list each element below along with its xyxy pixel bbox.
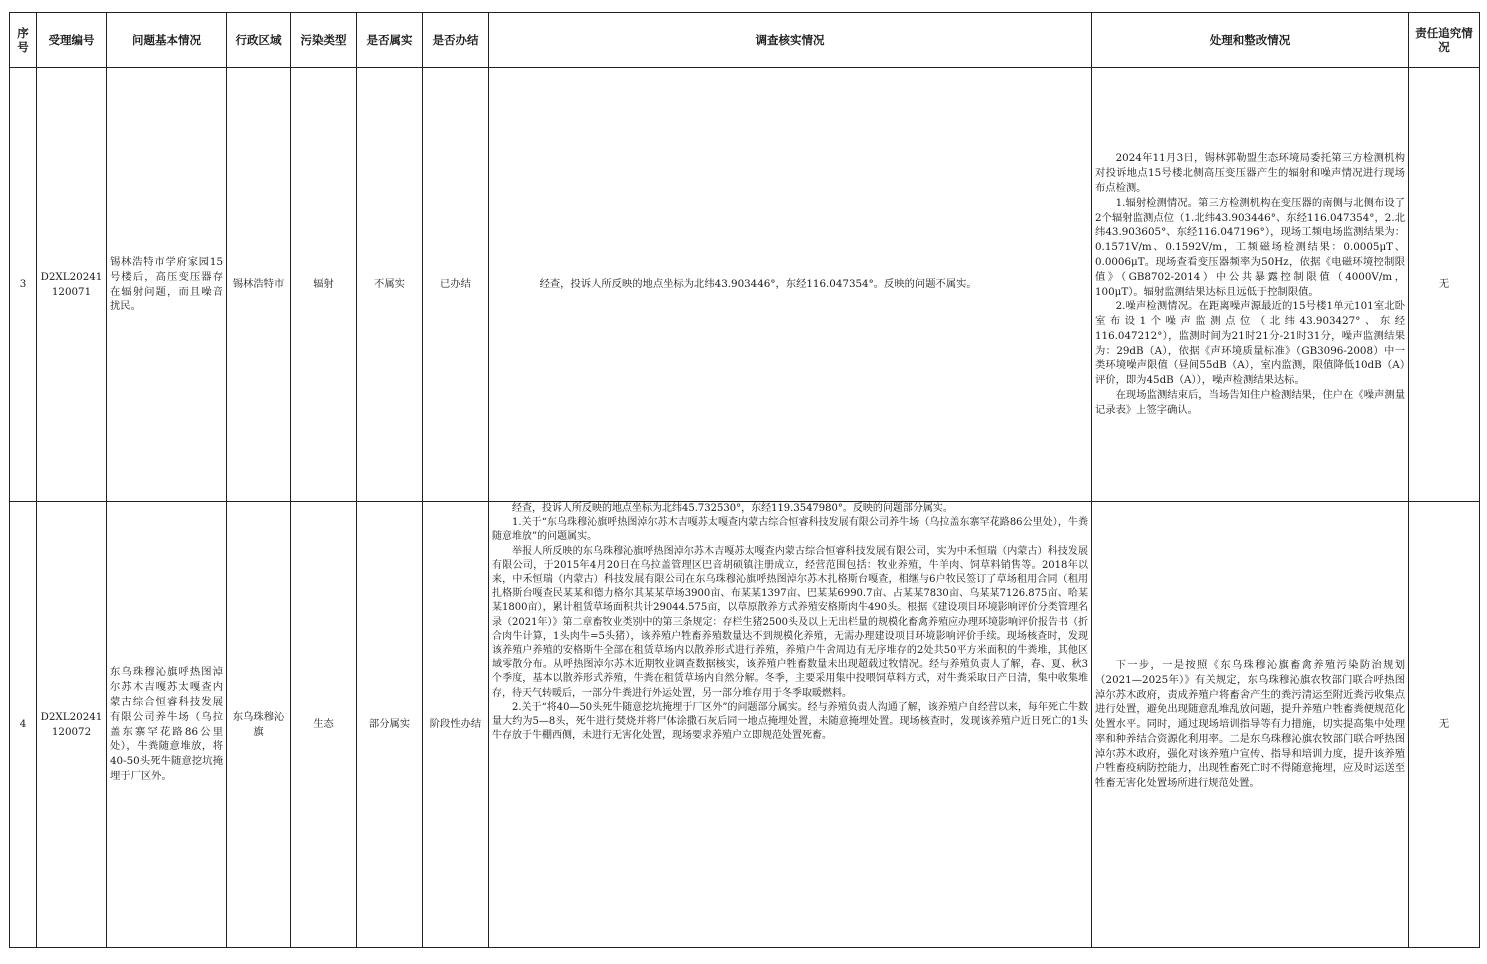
handling-paragraph: 1.辐射检测情况。第三方检测机构在变压器的南侧与北侧布设了2个辐射监测点位（1.北纬43.903446°、东经116.047354°，2.北纬43.903605°、东经116.047196°），现场工频电场监测结果为：0.1571V/m、0.1592V/m，工频磁场检测结果：0.0005μT、0.0006μT。现场查看变压器频率为50Hz，依据《电磁环境控制限值》（GB8702-2014）中公共暴露控制限值（4000V/m，100μT）。辐射监测结果达标且远低于控制限值。 [1095, 196, 1405, 298]
row-problem: 东乌珠穆沁旗呼热图淖尔苏木吉嘎苏太嘎查内蒙古综合恒睿科技发展有限公司养牛场（乌拉盖东寨罕花路86公里处），牛粪随意堆放，将40-50头死牛随意挖坑掩埋于厂区外。 [107, 502, 227, 948]
row-pollution: 辐射 [291, 68, 357, 502]
survey-paragraph: 1.关于“东乌珠穆沁旗呼热图淖尔苏木吉嘎苏太嘎查内蒙古综合恒睿科技发展有限公司养牛场（乌拉盖东寨罕花路86公里处），牛粪随意堆放”的问题属实。 [492, 517, 1088, 543]
row-closed: 阶段性办结 [423, 502, 489, 948]
handling-paragraph: 2.噪声检测情况。在距离噪声源最近的15号楼1单元101室北卧室布设1个噪声监测点位（北纬43.903427°、东经116.047212°），监测时间为21时21分-21时31分，噪声监测结果为：29dB（A），依据《声环境质量标准》（GB3096-2008）中一类环境噪声限值（昼间55dB（A），室内监测，限值降低10dB（A）评价，即为45dB（A）），噪声检测结果达标。 [1095, 300, 1405, 387]
header-survey: 调查核实情况 [489, 13, 1092, 68]
row-id: D2XL20241120071 [37, 68, 107, 502]
row-seq: 4 [10, 502, 37, 948]
header-handling: 处理和整改情况 [1092, 13, 1409, 68]
handling-paragraph: 在现场监测结束后，当场告知住户检测结果，住户在《噪声测量记录表》上签字确认。 [1095, 389, 1405, 416]
header-accountability: 责任追究情况 [1409, 13, 1480, 68]
header-row [10, 13, 1480, 68]
row-pollution: 生态 [291, 502, 357, 948]
row-survey [489, 502, 1092, 948]
row-id: D2XL20241120072 [37, 502, 107, 948]
header-problem: 问题基本情况 [107, 13, 227, 68]
handling-paragraph: 下一步，一是按照《东乌珠穆沁旗畜禽养殖污染防治规划（2021—2025年）》有关规定，东乌珠穆沁旗农牧部门联合呼热图淖尔苏木政府，责成养殖户将畜舍产生的粪污清运至附近粪污收集点进行处置，避免出现随意乱堆乱放问题，提升养殖户牲畜粪便规范化处置水平。同时，通过现场培训指导等有力措施，切实提高集中处理率和种养结合资源化利用率。二是东乌珠穆沁旗农牧部门联合呼热图淖尔苏木政府，强化对该养殖户宣传、指导和培训力度，提升该养殖户牲畜疫病防控能力，出现牲畜死亡时不得随意掩埋，应及时运送至牲畜无害化处置场所进行规范处置。 [1095, 658, 1405, 790]
row-region: 东乌珠穆沁旗 [227, 502, 291, 948]
row-survey [489, 68, 1092, 502]
header-verified: 是否属实 [357, 13, 423, 68]
survey-paragraph: 经查，投诉人所反映的地点坐标为北纬43.903446°，东经116.047354°。反映的问题不属实。 [539, 278, 977, 291]
header-id: 受理编号 [37, 13, 107, 68]
row-seq: 3 [10, 68, 37, 502]
table-row [10, 68, 1480, 502]
row-verified: 部分属实 [357, 502, 423, 948]
header-region: 行政区域 [227, 13, 291, 68]
row-accountability: 无 [1409, 502, 1480, 948]
header-seq: 序号 [10, 13, 37, 68]
row-verified: 不属实 [357, 68, 423, 502]
complaint-table [9, 12, 1480, 948]
header-closed: 是否办结 [423, 13, 489, 68]
survey-paragraph: 2.关于“将40—50头死牛随意挖坑掩埋于厂区外”的问题部分属实。经与养殖负责人沟通了解，该养殖户自经营以来，每年死亡牛数量大约为5—8头，死牛进行焚烧并将尸体涂撒石灰后同一地点掩埋处置，未随意掩埋处置。现场核查时，发现该养殖户近日死亡的1头牛存放于牛棚西侧，未进行无害化处置，现场要求养殖户立即规范处置死畜。 [492, 701, 1088, 742]
row-problem: 锡林浩特市学府家园15号楼后，高压变压器存在辐射问题，而且噪音扰民。 [107, 68, 227, 502]
row-handling [1092, 502, 1409, 948]
row-accountability: 无 [1409, 68, 1480, 502]
row-closed: 已办结 [423, 68, 489, 502]
row-region: 锡林浩特市 [227, 68, 291, 502]
survey-paragraph: 经查，投诉人所反映的地点坐标为北纬45.732530°，东经119.3547980°。反映的问题部分属实。 [512, 503, 953, 514]
survey-paragraph: 举报人所反映的东乌珠穆沁旗呼热图淖尔苏木吉嘎苏太嘎查内蒙古综合恒睿科技发展有限公司，实为中禾恒瑞（内蒙古）科技发展有限公司，于2015年4月20日在乌拉盖管理区巴音胡硕镇注册成立，经营范围包括：牧业养殖，牛羊肉、饲草料销售等。2018年以来，中禾恒瑞（内蒙古）科技发展有限公司在东乌珠穆沁旗呼热图淖尔苏木扎格斯台嘎查，相继与6户牧民签订了草场租用合同（租用扎格斯台嘎查民某某和德力格尔其某某草场3900亩、布某某1397亩、巴某某6990.7亩、占某某7830亩、乌某某7126.875亩、哈某某1800亩），累计租赁草场面积共计29044.575亩，以草原散养方式养殖安格斯肉牛490头。根据《建设项目环境影响评价分类管理名录（2021年）》第二章畜牧业类别中的第三条规定：存栏生猪2500头及以上无出栏量的规模化畜禽养殖应办理环境影响评价报告书（折合肉牛计算，1头肉牛=5头猪），该养殖户牲畜养殖数量达不到规模化养殖，无需办理建设项目环境影响评价手续。现场核查时，发现该养殖户养殖的安格斯牛全部在租赁草场内以散养形式进行养殖，养殖户牛舍周边有无序堆存的2处共50平方米面积的牛粪堆，其他区域零散分布。从呼热图淖尔苏木近期牧业调查数据核实，该养殖户牲畜数量未出现超载过牧情况。经与养殖负责人了解，春、夏、秋3个季度，基本以散养形式养殖，牛粪在租赁草场内自然分解。冬季，主要采用集中投喂饲草料方式，对牛粪采取日产日清，集中收集堆存，待天气转暖后，一部分牛粪进行外运处置，另一部分堆存用于冬季取暖燃料。 [492, 545, 1088, 699]
table-row [10, 502, 1480, 948]
handling-paragraph: 2024年11月3日，锡林郭勒盟生态环境局委托第三方检测机构对投诉地点15号楼北侧高压变压器产生的辐射和噪声情况进行现场布点检测。 [1095, 152, 1405, 194]
row-handling [1092, 68, 1409, 502]
header-pollution: 污染类型 [291, 13, 357, 68]
